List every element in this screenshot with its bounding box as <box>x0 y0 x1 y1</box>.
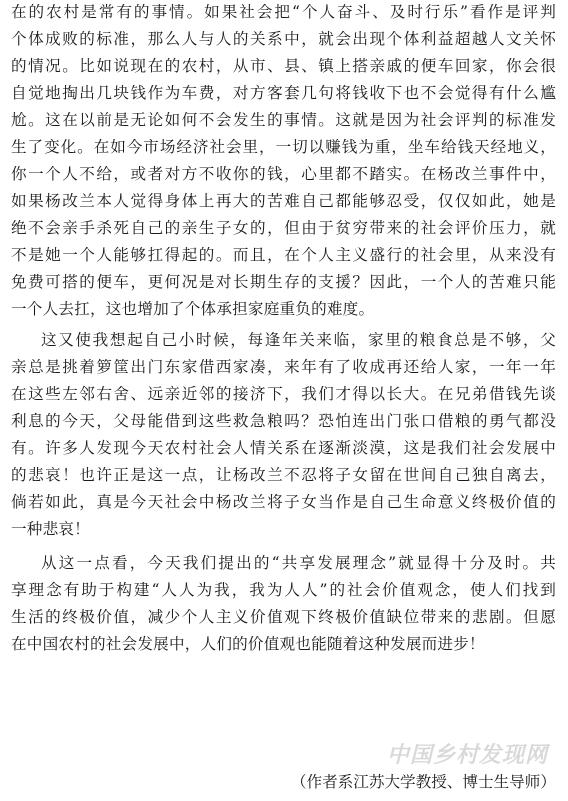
text-line: 生活的终极价值，减少个人主义价值观下终极价值缺位带来的悲剧。但愿 <box>11 608 556 626</box>
author-byline: （作者系江苏大学教授、博士生导师） <box>290 773 556 791</box>
text-line: 自觉地掏出几块钱作为车费，对方客套几句将钱收下也不会觉得有什么尴 <box>11 84 556 102</box>
text-line: 不是她一个人能够扛得起的。而且，在个人主义盛行的社会里，从来没有 <box>11 246 556 264</box>
text-line: 的情况。比如说现在的农村，从市、县、镇上搭亲戚的便车回家，你会很 <box>11 57 556 75</box>
text-line: 如果杨改兰本人觉得身体上再大的苦难自己都能够忍受，仅仅如此，她是 <box>11 192 556 210</box>
text-line: 一个人去扛，这也增加了个体承担家庭重负的难度。 <box>11 300 375 318</box>
text-line: 你一个人不给，或者对方不收你的钱，心里都不踏实。在杨改兰事件中， <box>11 165 556 183</box>
text-line: 一种悲哀！ <box>11 520 90 538</box>
text-line: 亲总是挑着箩筐出门东家借西家凑，来年有了收成再还给人家，一年一年 <box>11 358 556 376</box>
text-line: 利息的今天，父母能借到这些救急粮吗？恐怕连出门张口借粮的勇气都没 <box>11 412 556 430</box>
text-line: 从这一点看，今天我们提出的“共享发展理念”就显得十分及时。共 <box>41 554 556 572</box>
text-line: 这又使我想起自己小时候，每逢年关来临，家里的粮食总是不够，父 <box>41 331 556 349</box>
text-line: 尬。这在以前是无论如何不会发生的事情。这就是因为社会评判的标准发 <box>11 111 556 129</box>
text-line: 在的农村是常有的事情。如果社会把“个人奋斗、及时行乐”看作是评判 <box>11 3 556 21</box>
text-line: 免费可搭的便车，更何况是对长期生存的支援？因此，一个人的苦难只能 <box>11 273 556 291</box>
text-line: 个体成败的标准，那么人与人的关系中，就会出现个体利益超越人文关怀 <box>11 30 556 48</box>
text-line: 绝不会亲手杀死自己的亲生子女的，但由于贫穷带来的社会评价压力，就 <box>11 219 556 237</box>
text-line: 在这些左邻右舍、远亲近邻的接济下，我们才得以长大。在兄弟借钱先谈 <box>11 385 556 403</box>
text-line: 在中国农村的社会发展中，人们的价值观也能随着这种发展而进步！ <box>11 635 485 653</box>
text-line: 倘若如此，真是今天社会中杨改兰将子女当作是自己生命意义终极价值的 <box>11 493 556 511</box>
text-line: 生了变化。在如今市场经济社会里，一切以赚钱为重，坐车给钱天经地义， <box>11 138 556 156</box>
text-line: 的悲哀！也许正是这一点，让杨改兰不忍将子女留在世间自己独自离去， <box>11 466 556 484</box>
site-watermark: 中国乡村发现网 <box>387 743 549 768</box>
text-line: 有。许多人发现今天农村社会人情关系在逐渐淡漠，这是我们社会发展中 <box>11 439 556 457</box>
text-line: 享理念有助于构建“人人为我，我为人人”的社会价值观念，使人们找到 <box>11 581 556 599</box>
